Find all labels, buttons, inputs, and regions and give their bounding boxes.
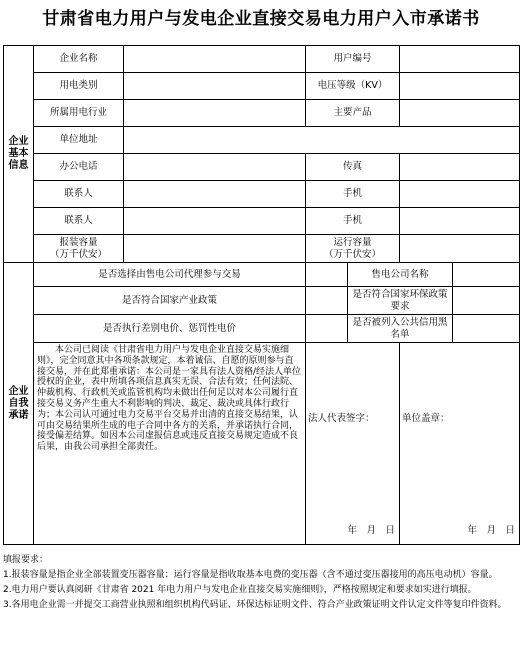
pledge-row	[4, 343, 520, 545]
field-mobile[interactable]	[400, 181, 520, 208]
label-mobile: 手机	[306, 181, 400, 208]
field-voltage-level[interactable]	[400, 73, 520, 100]
requirements-heading: 填报要求：	[3, 555, 49, 565]
section-basic-info: 企业 基本 信息	[4, 46, 34, 263]
pledge-row	[4, 287, 520, 315]
label-office-phone: 办公电话	[34, 154, 124, 181]
field-agent-name[interactable]	[453, 263, 520, 287]
basic-row	[4, 181, 520, 208]
label-contact: 联系人	[34, 181, 124, 208]
label-power-category: 用电类别	[34, 73, 124, 100]
basic-row	[4, 208, 520, 235]
basic-row	[4, 154, 520, 181]
legal-rep-date: 年 月 日	[347, 524, 396, 536]
section-self-pledge: 企业 自我 承诺	[4, 263, 34, 545]
field-mobile-2[interactable]	[400, 208, 520, 235]
label-installed-capacity: 报装容量 （万千伏安）	[34, 235, 124, 263]
field-contact-2[interactable]	[124, 208, 306, 235]
field-credit-blacklist[interactable]	[453, 315, 520, 343]
label-industry: 所属用电行业	[34, 100, 124, 127]
unit-seal-label: 单位盖章：	[402, 413, 450, 424]
basic-row	[4, 235, 520, 263]
basic-row	[4, 127, 520, 154]
label-agent-name: 售电公司名称	[348, 263, 453, 287]
label-contact-2: 联系人	[34, 208, 124, 235]
label-environmental-policy: 是否符合国家环保政策要求	[348, 287, 453, 315]
label-voltage-level: 电压等级（KV）	[306, 73, 400, 100]
label-industry-policy: 是否符合国家产业政策	[34, 287, 306, 315]
pledge-row	[4, 263, 520, 287]
field-industry-policy[interactable]	[306, 287, 348, 315]
label-credit-blacklist: 是否被列入公共信用黑名单	[348, 315, 453, 343]
label-operating-capacity: 运行容量 （万千伏安）	[306, 235, 400, 263]
basic-row	[4, 100, 520, 127]
field-contact[interactable]	[124, 181, 306, 208]
commitment-form	[3, 45, 520, 545]
field-office-phone[interactable]	[124, 154, 306, 181]
label-main-product: 主要产品	[306, 100, 400, 127]
requirement-item: 2.电力用户要认真阅研《甘肃省 2021 年电力用户与发电企业直接交易实施细则》，严格按照规定和要求如实进行填报。	[3, 585, 477, 595]
field-environmental-policy[interactable]	[453, 287, 520, 315]
field-main-product[interactable]	[400, 100, 520, 127]
basic-row	[4, 73, 520, 100]
field-industry[interactable]	[124, 100, 306, 127]
field-agent-participation[interactable]	[306, 263, 348, 287]
field-user-id[interactable]	[400, 46, 520, 73]
field-fax[interactable]	[400, 154, 520, 181]
legal-rep-signature-area[interactable]	[306, 343, 400, 545]
field-power-category[interactable]	[124, 73, 306, 100]
unit-seal-area[interactable]	[400, 343, 520, 545]
unit-seal-date: 年 月 日	[467, 524, 516, 536]
label-company-name: 企业名称	[34, 46, 124, 73]
label-user-id: 用户编号	[306, 46, 400, 73]
legal-rep-signature-label: 法人代表签字：	[308, 413, 375, 424]
label-address: 单位地址	[34, 127, 124, 154]
requirement-item: 3.各用电企业需一并提交工商营业执照和组织机构代码证、环保达标证明文件、符合产业政策证明文件认定文件等复印件资料。	[3, 600, 507, 610]
field-differential-pricing[interactable]	[306, 315, 348, 343]
label-agent-participation: 是否选择由售电公司代理参与交易	[34, 263, 306, 287]
basic-row	[4, 46, 520, 73]
requirement-item: 1.报装容量是指企业全部装置变压器容量；运行容量是指收取基本电费的变压器（含不通过变压器接用的高压电动机）容量。	[3, 570, 498, 580]
field-installed-capacity[interactable]	[124, 235, 306, 263]
document-title: 甘肃省电力用户与发电企业直接交易电力用户入市承诺书	[42, 9, 480, 29]
field-address[interactable]	[124, 127, 520, 154]
field-company-name[interactable]	[124, 46, 306, 73]
field-operating-capacity[interactable]	[400, 235, 520, 263]
pledge-row	[4, 315, 520, 343]
label-mobile-2: 手机	[306, 208, 400, 235]
label-fax: 传真	[306, 154, 400, 181]
label-differential-pricing: 是否执行差别电价、惩罚性电价	[34, 315, 306, 343]
pledge-statement: 本公司已阅读《甘肃省电力用户与发电企业直接交易实施细则》，完全同意其中各项条款规定，本着诚信、自愿的原则参与直接交易，并在此郑重承诺：本公司是一家具有法人资格/经法人单位授权的企业，表中所填各项信息真实无误、合法有效；任何法院、仲裁机构、行政机关或监管机构均未做出任何足以对本公司履行直接交易义务产生重大不利影响的判决、裁定、裁决或具体行政行为；本公司认可通过电力交易平台交易并出清的直接交易结果，认可由交易结果所生成的电子合同中各方的关系，并承诺执行合同，接受偏差结算。如因本公司虚报信息或违反直接交易规定造成不良后果，由我公司承担全部责任。	[34, 343, 306, 545]
filling-requirements	[3, 553, 519, 613]
